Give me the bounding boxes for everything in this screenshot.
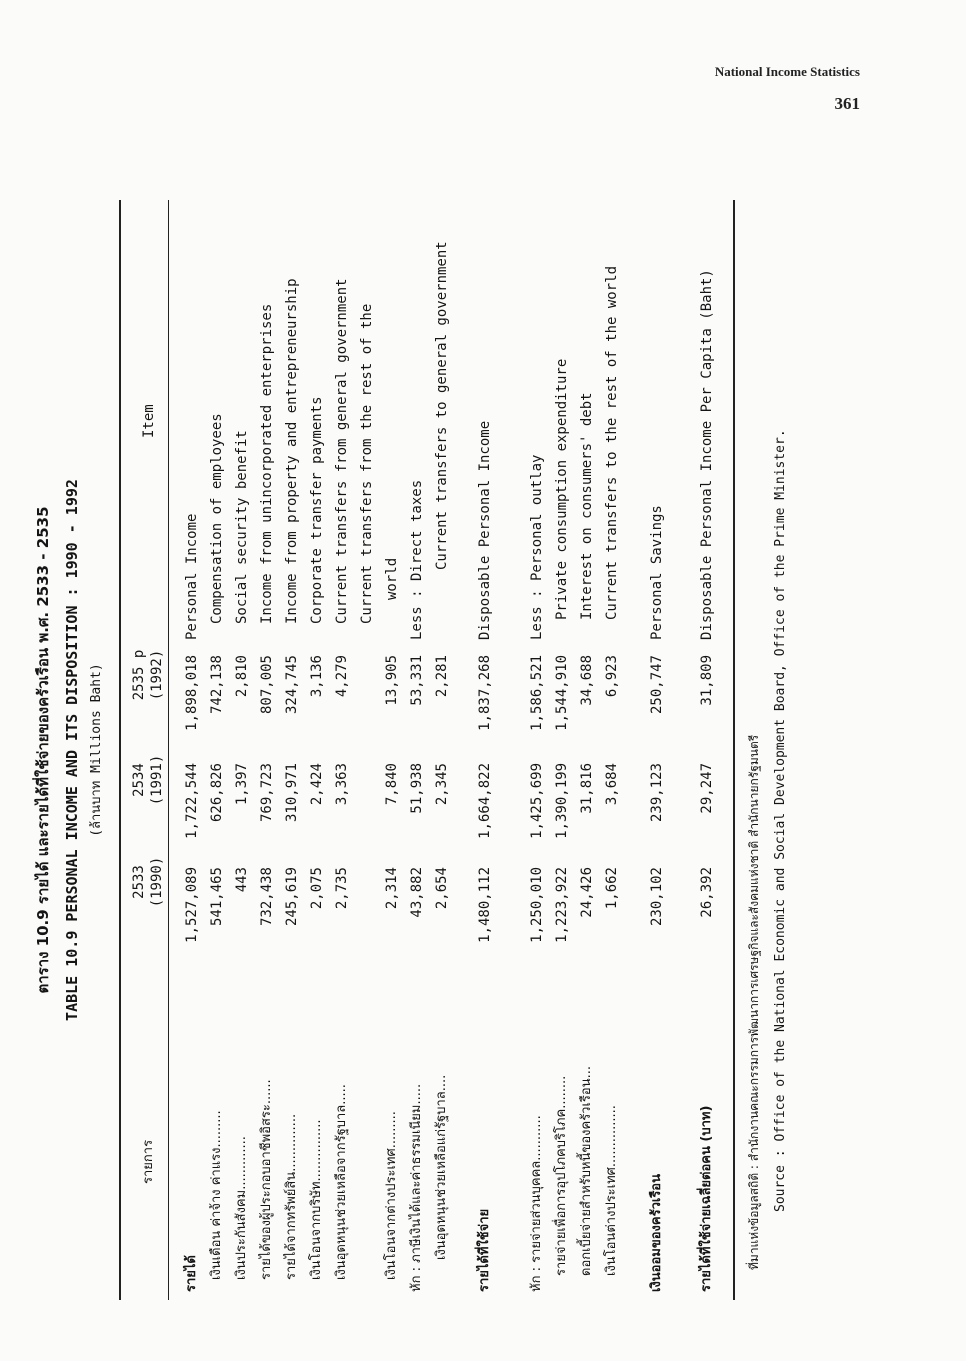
row-label-thai: เงินโอนต่างประเทศ............... [604,1105,619,1276]
row-label-english: Current transfers to general government [434,241,450,570]
source-note-english: Source : Office of the National Economic and Social Development Board, Office of the Prime Minister. [773,429,788,1212]
value-1992: 1,837,268 [477,655,493,731]
table-bottom-rule [733,200,735,1300]
year-be: 2535 p [131,649,147,701]
value-1991: 29,247 [699,763,715,814]
table-row [605,200,627,1300]
value-1990: 1,480,112 [477,867,493,943]
row-label-english: Disposable Personal Income Per Capita (Baht) [699,269,715,640]
table-title-thai: ตาราง 10.9 รายได้ และรายได้ที่ใช้จ่ายของครัวเรือน พ.ศ. 2533 - 2535 [34,506,52,994]
value-1990: 2,654 [434,867,450,910]
value-1992: 1,898,018 [184,655,200,731]
value-1992: 13,905 [384,655,400,706]
row-label-thai: หัก : ภาษีเงินได้และค่าธรรมเนียม..... [409,1083,424,1292]
row-label-english: world [384,557,400,600]
row-label-thai: เงินโอนจากต่างประเทศ......... [384,1111,399,1280]
value-1990: 24,426 [579,867,595,918]
table-row [260,200,282,1300]
table-row [235,200,257,1300]
column-header-year-1992 [130,610,166,740]
value-1990: 26,392 [699,867,715,918]
value-1991: 31,816 [579,763,595,814]
row-label-thai: รายได้ที่ใช้จ่ายเฉลี่ยต่อคน (บาท) [699,1105,714,1292]
table-row [478,200,500,1300]
value-1991: 2,345 [434,763,450,806]
value-1991: 3,684 [604,763,620,806]
value-1991: 1,425,699 [529,763,545,839]
value-1990: 43,882 [409,867,425,918]
row-label-english: Less : Direct taxes [409,479,425,640]
table-title-english: TABLE 10.9 PERSONAL INCOME AND ITS DISPOSITION : 1990 - 1992 [63,479,81,1021]
value-1992: 2,810 [234,655,250,698]
row-label-english: Interest on consumers' debt [579,392,595,620]
table-row [335,200,357,1300]
row-label-thai: รายได้ [184,1255,199,1292]
table-row [185,200,207,1300]
value-1992: 807,005 [259,655,275,715]
value-1991: 2,424 [309,763,325,806]
row-label-thai: หัก : รายจ่ายส่วนบุคคล........... [529,1115,544,1292]
row-label-thai: ดอกเบี้ยจ่ายสำหรับหนี้ของครัวเรือน... [579,1066,594,1276]
table-row [285,200,307,1300]
row-label-english: Compensation of employees [209,413,225,624]
value-1990: 443 [234,867,250,893]
table-row [435,200,457,1300]
value-1991: 1,397 [234,763,250,806]
value-1992: 53,331 [409,655,425,706]
value-1991: 310,971 [284,763,300,823]
row-label-english: Current transfers from general government [334,278,350,624]
table-unit: (ล้านบาท Millions Baht) [89,663,104,837]
row-label-thai: เงินโอนจากบริษัท............... [309,1119,324,1280]
value-1991: 51,938 [409,763,425,814]
page-number: 361 [834,94,860,113]
value-1992: 6,923 [604,655,620,698]
value-1990: 2,314 [384,867,400,910]
table-row [410,200,432,1300]
value-1990: 732,438 [259,867,275,927]
value-1991: 769,723 [259,763,275,823]
source-note-thai: ที่มาแห่งข้อมูลสถิติ : สำนักงานคณะกรรมการพัฒนาการเศรษฐกิจและสังคมแห่งชาติ สำนักนายกรัฐมนตรี [747,734,761,1270]
table-row [555,200,577,1300]
value-1990: 2,735 [334,867,350,910]
running-header: National Income Statistics [714,64,860,79]
table-row [700,200,722,1300]
value-1992: 742,138 [209,655,225,715]
row-label-thai: เงินอุดหนุนช่วยเหลือแก่รัฐบาล.... [434,1074,449,1260]
value-1991: 626,826 [209,763,225,823]
value-1992: 250,747 [649,655,665,715]
value-1992: 34,688 [579,655,595,706]
value-1991: 239,123 [649,763,665,823]
value-1992: 3,136 [309,655,325,698]
table-row [650,200,672,1300]
value-1991: 3,363 [334,763,350,806]
year-ce: (1990) [149,856,166,908]
year-ce: (1991) [149,754,166,806]
value-1990: 1,662 [604,867,620,910]
value-1991: 1,390,199 [554,763,570,839]
row-label-english: Current transfers to the rest of the world [604,265,620,620]
row-label-english: Income from property and entrepreneurship [284,278,300,624]
value-1990: 1,250,010 [529,867,545,943]
value-1992: 31,809 [699,655,715,706]
row-label-english: Disposable Personal Income [477,420,493,640]
row-label-english: Income from unincorporated enterprises [259,303,275,624]
table-row [210,200,232,1300]
row-label-english: Personal Savings [649,505,665,640]
header-rule [168,200,169,1300]
value-1990: 1,223,922 [554,867,570,943]
value-1990: 541,465 [209,867,225,927]
value-1990: 245,619 [284,867,300,927]
row-label-thai: เงินอุดหนุนช่วยเหลือจากรัฐบาล..... [334,1084,349,1280]
value-1992: 324,745 [284,655,300,715]
row-label-thai: เงินเดือน ค่าจ้าง ค่าแรง......... [209,1110,224,1280]
row-label-thai: รายได้จากทรัพย์สิน.............. [284,1113,299,1280]
value-1992: 2,281 [434,655,450,698]
rotated-table-page [20,200,820,1300]
row-label-thai: เงินประกันสังคม............. [234,1136,249,1280]
row-label-thai: รายจ่ายเพื่อการอุปโภคบริโภค........ [554,1075,569,1276]
row-label-english: Personal Income [184,513,200,640]
row-label-english: Private consumption expenditure [554,358,570,620]
value-1990: 1,527,089 [184,867,200,943]
row-label-thai: รายได้ของผู้ประกอบอาชีพอิสระ...... [259,1079,274,1280]
table-row [385,200,407,1300]
table-row [360,200,382,1300]
row-label-thai: เงินออมของครัวเรือน [649,1173,664,1292]
year-be: 2533 [131,865,147,899]
year-ce: (1992) [149,649,166,701]
table-row [530,200,552,1300]
value-1991: 1,664,822 [477,763,493,839]
row-label-thai: รายได้ที่ใช้จ่าย [477,1208,492,1292]
table-row [310,200,332,1300]
value-1992: 1,544,910 [554,655,570,731]
column-header-item-english: Item [141,404,157,438]
value-1991: 7,840 [384,763,400,806]
value-1992: 1,586,521 [529,655,545,731]
value-1991: 1,722,544 [184,763,200,839]
row-label-english: Less : Personal outlay [529,454,545,640]
row-label-english: Corporate transfer payments [309,396,325,624]
value-1992: 4,279 [334,655,350,698]
table-row [580,200,602,1300]
column-header-item-thai: รายการ [141,1139,156,1184]
value-1990: 230,102 [649,867,665,927]
row-label-english: Current transfers from the rest of the [359,303,375,624]
table-top-rule [119,200,121,1300]
row-label-english: Social security benefit [234,430,250,624]
value-1990: 2,075 [309,867,325,910]
year-be: 2534 [131,763,147,797]
